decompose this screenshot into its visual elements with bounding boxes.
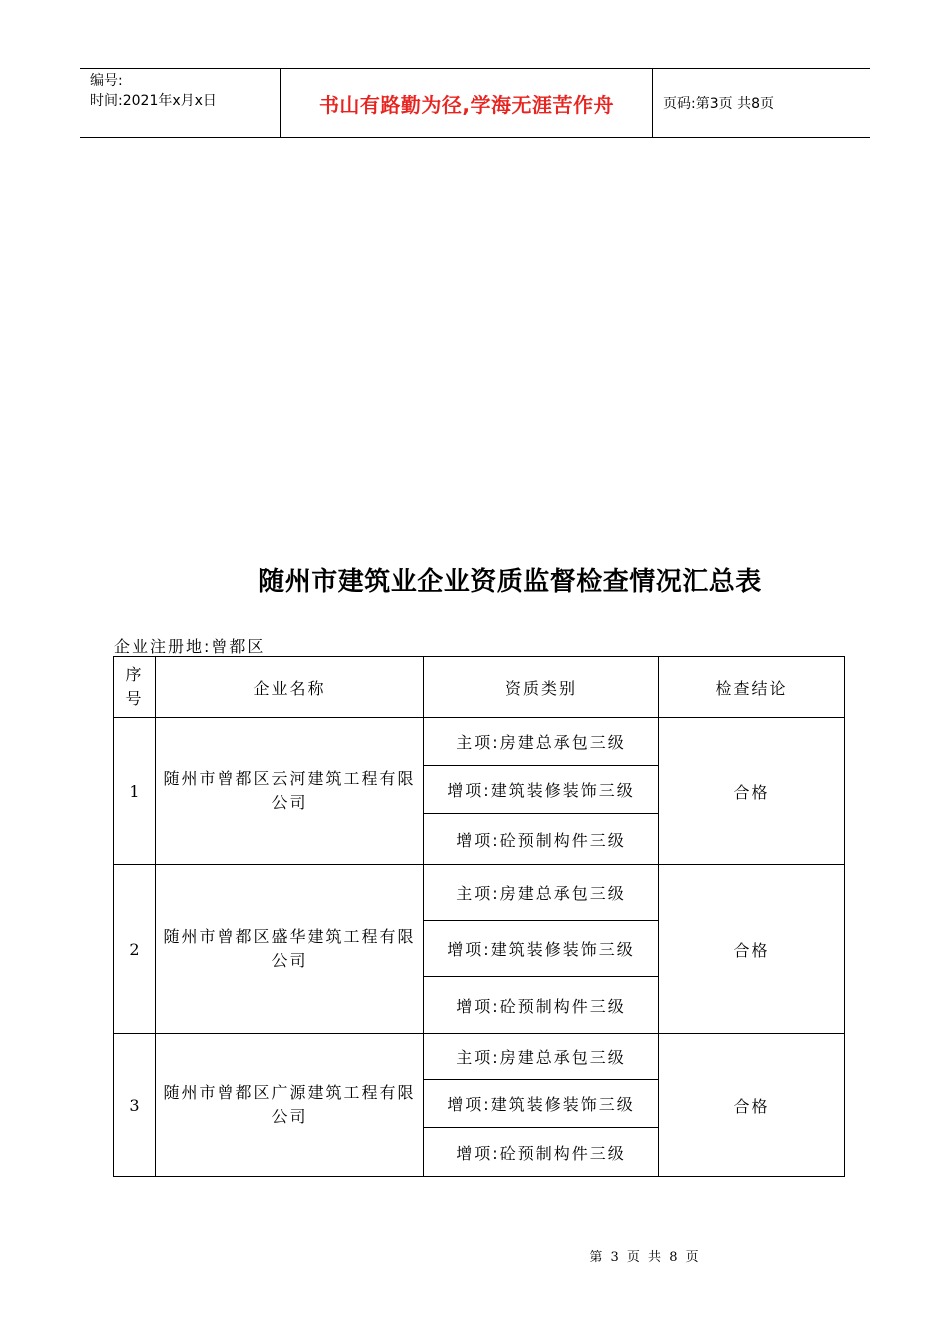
table-header-row <box>114 657 845 718</box>
inspection-result: 合格 <box>659 1034 845 1177</box>
header-time: 时间:2021年x月x日 <box>90 93 217 109</box>
header-result: 检查结论 <box>659 657 845 718</box>
qualification-item: 主项:房建总承包三级 <box>424 718 659 766</box>
row-number: 1 <box>114 718 156 865</box>
qualification-item: 主项:房建总承包三级 <box>424 865 659 921</box>
registration-location: 企业注册地:曾都区 <box>114 637 266 656</box>
company-name: 随州市曾都区云河建筑工程有限公司 <box>156 718 424 865</box>
header-meta <box>80 69 281 137</box>
company-name: 随州市曾都区盛华建筑工程有限公司 <box>156 865 424 1034</box>
inspection-result: 合格 <box>659 718 845 865</box>
header-seq-line1: 序 <box>125 665 144 684</box>
qualification-item: 增项:砼预制构件三级 <box>424 1128 659 1177</box>
qualification-item: 增项:砼预制构件三级 <box>424 977 659 1034</box>
qualification-item: 增项:建筑装修装饰三级 <box>424 921 659 977</box>
table-row <box>114 1034 845 1080</box>
header-page-number: 页码:第3页 共8页 <box>663 96 774 112</box>
header-motto: 书山有路勤为径,学海无涯苦作舟 <box>281 69 653 137</box>
page-footer: 第 3 页 共 8 页 <box>589 1250 701 1265</box>
qualification-table <box>113 656 845 1177</box>
qualification-item: 增项:建筑装修装饰三级 <box>424 1080 659 1128</box>
inspection-result: 合格 <box>659 865 845 1034</box>
qualification-item: 增项:砼预制构件三级 <box>424 814 659 865</box>
row-number: 3 <box>114 1034 156 1177</box>
table-row <box>114 718 845 766</box>
header-seq <box>114 657 156 718</box>
header-seq-line2: 号 <box>125 689 144 708</box>
table-row <box>114 865 845 921</box>
page-header <box>80 68 870 138</box>
company-name: 随州市曾都区广源建筑工程有限公司 <box>156 1034 424 1177</box>
qualification-item: 主项:房建总承包三级 <box>424 1034 659 1080</box>
header-company-name: 企业名称 <box>156 657 424 718</box>
document-title: 随州市建筑业企业资质监督检查情况汇总表 <box>258 567 762 597</box>
qualification-item: 增项:建筑装修装饰三级 <box>424 766 659 814</box>
header-number: 编号: <box>90 73 123 89</box>
header-qualification: 资质类别 <box>424 657 659 718</box>
row-number: 2 <box>114 865 156 1034</box>
